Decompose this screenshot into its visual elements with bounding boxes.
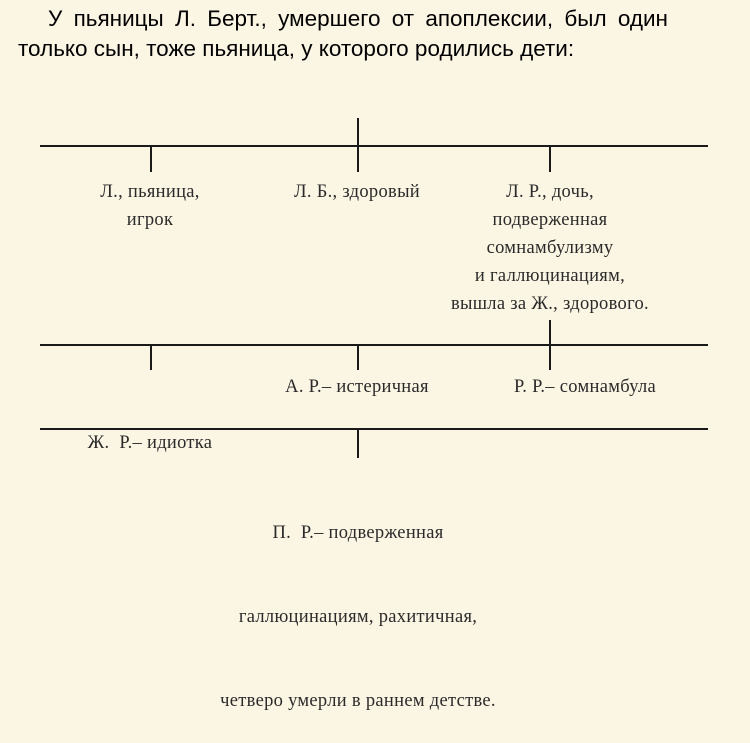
sibling-line-1 [40, 145, 708, 147]
family-member-rr: Р. Р.– сомнамбула [513, 377, 657, 397]
parent-link [549, 320, 551, 344]
child-link [357, 344, 359, 370]
child-link [357, 428, 359, 458]
child-link [150, 145, 152, 172]
family-member-lb: Л. Б., здоровый [294, 182, 420, 202]
family-member-pr: П. Р.– подверженная галлюцинациям, рахитичная, четверо умерли в раннем детстве. [220, 523, 496, 711]
sibling-line-3 [40, 428, 708, 430]
child-link [549, 145, 551, 172]
family-member-ar: А. Р.– истеричная [285, 377, 429, 397]
child-link [549, 344, 551, 370]
parent-link [357, 118, 359, 145]
family-member-lr: Л. Р., дочь, подверженная сомнамбулизму и галлюцинациям, вышла за Ж., здорового. [451, 182, 649, 314]
family-member-zhr: Ж. Р.– идиотка [87, 433, 213, 453]
sibling-line-2 [40, 344, 708, 346]
intro-text: У пьяницы Л. Берт., умершего от апоплексии, был один только сын, тоже пьяница, у которого родились дети: [18, 6, 668, 61]
family-member-l: Л., пьяница, игрок [100, 182, 200, 230]
child-link [150, 344, 152, 370]
child-link [357, 145, 359, 172]
